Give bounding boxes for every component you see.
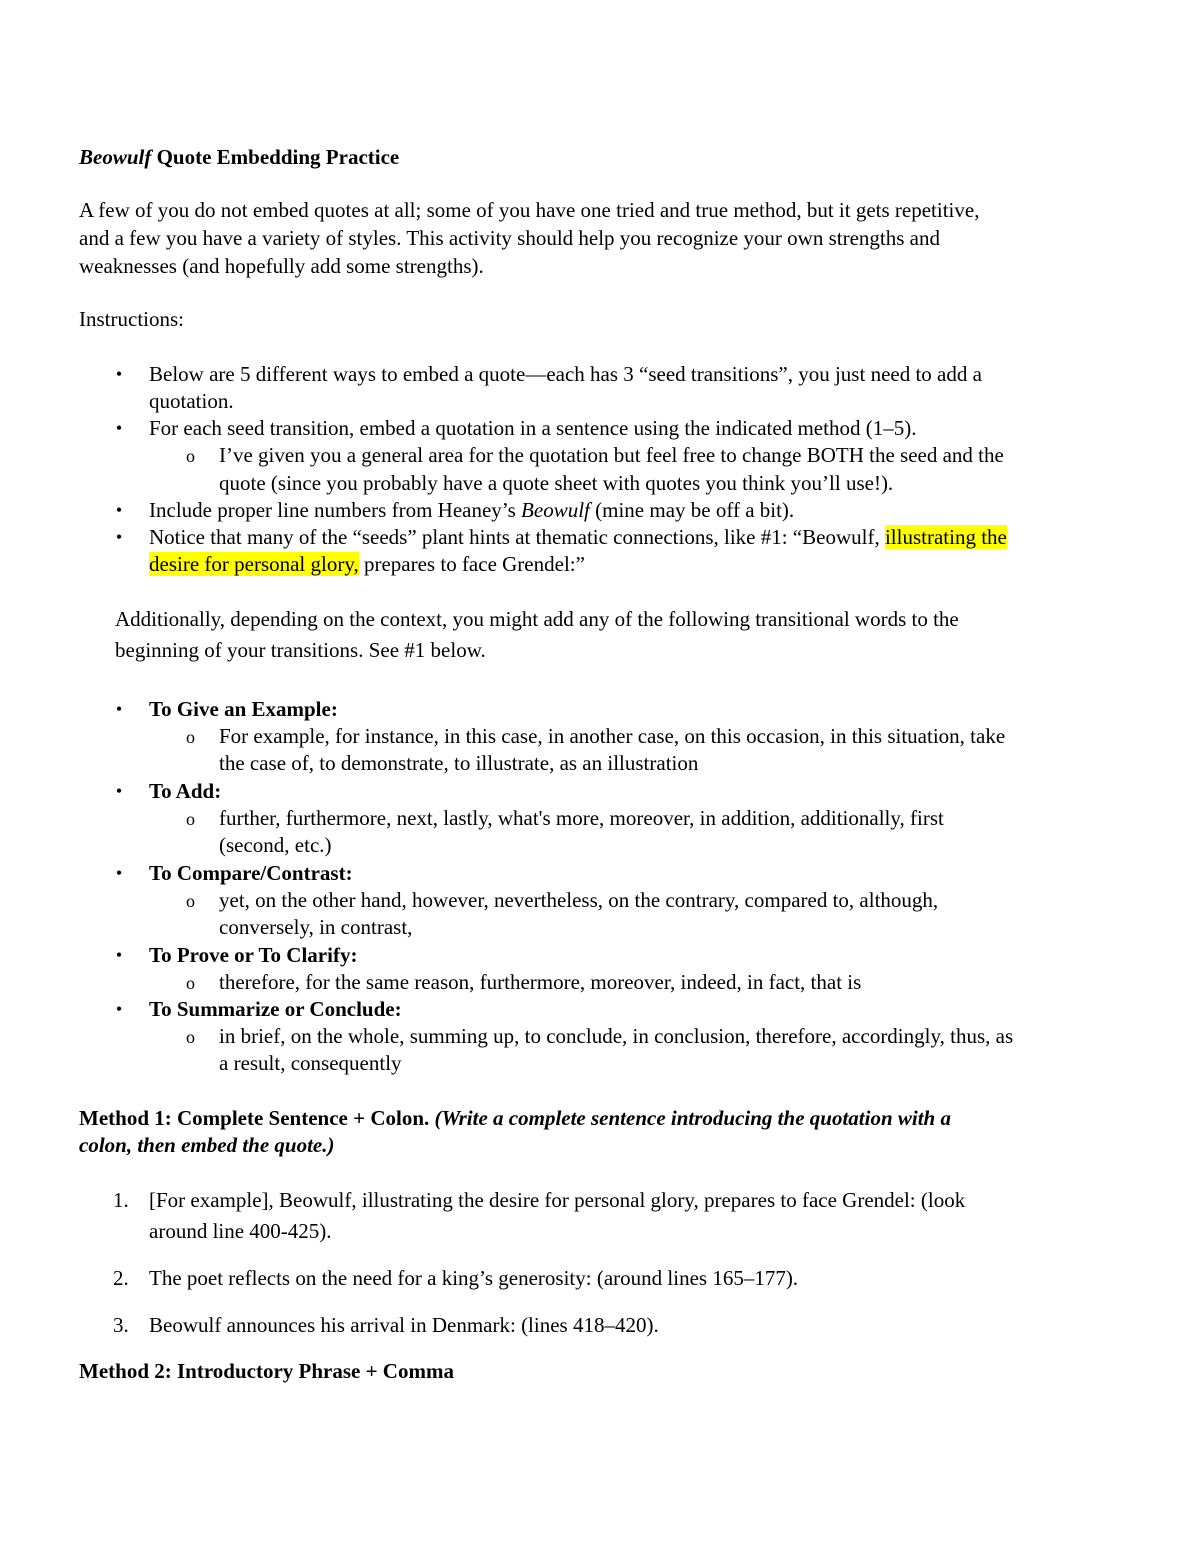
bullet-icon: •	[115, 527, 123, 547]
instruction-3	[149, 496, 794, 524]
transition-add-line-2: (second, etc.)	[219, 833, 332, 857]
method-2-heading: Method 2: Introductory Phrase + Comma	[79, 1359, 454, 1383]
instruction-4-line-2	[149, 550, 585, 578]
transition-prove-line-1: therefore, for the same reason, furthermore, moreover, indeed, in fact, that is	[219, 970, 862, 994]
instruction-3-post: (mine may be off a bit).	[589, 498, 795, 522]
title-italic: Beowulf	[79, 145, 152, 169]
bullet-icon: •	[115, 781, 123, 801]
page-title	[79, 143, 399, 171]
transition-example-label: To Give an Example:	[149, 697, 338, 721]
list-number: 1.	[113, 1188, 129, 1212]
transition-summarize-label: To Summarize or Conclude:	[149, 997, 402, 1021]
transition-summarize-line-1: in brief, on the whole, summing up, to conclude, in conclusion, therefore, accordingly, thus, as	[219, 1024, 1014, 1048]
sub-bullet-icon: o	[186, 446, 195, 466]
transition-add-label: To Add:	[149, 779, 222, 803]
transition-example-line-1: For example, for instance, in this case, in another case, on this occasion, in this situation, take	[219, 724, 1006, 748]
instruction-4-pre: Notice that many of the “seeds” plant hints at thematic connections, like #1: “Beowulf,	[149, 525, 885, 549]
instruction-1-line-1: Below are 5 different ways to embed a quote—each has 3 “seed transitions”, you just need to add a	[149, 362, 982, 386]
transition-summarize-line-2: a result, consequently	[219, 1051, 402, 1075]
list-number: 3.	[113, 1313, 129, 1337]
instruction-3-italic: Beowulf	[521, 498, 590, 522]
instruction-2-sub-line-2: quote (since you probably have a quote sheet with quotes you think you’ll use!).	[219, 471, 894, 495]
highlight-text-2: desire for personal glory,	[149, 552, 359, 576]
instruction-2-sub-line-1: I’ve given you a general area for the quotation but feel free to change BOTH the seed and the	[219, 443, 1004, 467]
transition-add-line-1: further, furthermore, next, lastly, what's more, moreover, in addition, additionally, first	[219, 806, 944, 830]
instructions-label: Instructions:	[79, 307, 184, 331]
transition-compare-label: To Compare/Contrast:	[149, 861, 353, 885]
instruction-4-post: prepares to face Grendel:”	[358, 552, 585, 576]
transition-compare-line-1: yet, on the other hand, however, nevertheless, on the contrary, compared to, although,	[219, 888, 939, 912]
transition-compare-line-2: conversely, in contrast,	[219, 915, 413, 939]
transition-prove-label: To Prove or To Clarify:	[149, 943, 358, 967]
instruction-3-pre: Include proper line numbers from Heaney’s	[149, 498, 522, 522]
title-rest: Quote Embedding Practice	[151, 145, 400, 169]
bullet-icon: •	[115, 418, 123, 438]
additionally-line-2: beginning of your transitions. See #1 below.	[115, 638, 486, 662]
sub-bullet-icon: o	[186, 809, 195, 829]
highlight-text-1: illustrating the	[884, 525, 1007, 549]
bullet-icon: •	[115, 699, 123, 719]
method-1-item-1-line-2: around line 400-425).	[149, 1219, 332, 1243]
method-1-heading: Method 1: Complete Sentence + Colon.	[79, 1106, 435, 1130]
method-1-item-2: The poet reflects on the need for a king’s generosity: (around lines 165–177).	[149, 1266, 799, 1290]
bullet-icon: •	[115, 863, 123, 883]
sub-bullet-icon: o	[186, 973, 195, 993]
sub-bullet-icon: o	[186, 727, 195, 747]
intro-line-2: and a few you have a variety of styles. This activity should help you recognize your own strengths and	[79, 226, 940, 250]
method-1-item-3: Beowulf announces his arrival in Denmark: (lines 418–420).	[149, 1313, 659, 1337]
instruction-1-line-2: quotation.	[149, 389, 234, 413]
intro-line-1: A few of you do not embed quotes at all; some of you have one tried and true method, but it gets repetitive,	[79, 198, 980, 222]
method-1-heading-line-1	[79, 1104, 951, 1132]
method-1-instruction-1: (Write a complete sentence introducing the quotation with a	[434, 1106, 951, 1130]
additionally-line-1: Additionally, depending on the context, you might add any of the following transitional words to the	[115, 607, 959, 631]
bullet-icon: •	[115, 945, 123, 965]
method-1-instruction-2: colon, then embed the quote.)	[79, 1133, 335, 1157]
sub-bullet-icon: o	[186, 1027, 195, 1047]
instruction-2: For each seed transition, embed a quotation in a sentence using the indicated method (1–5).	[149, 416, 917, 440]
list-number: 2.	[113, 1266, 129, 1290]
instruction-4-line-1	[149, 523, 1007, 551]
transition-example-line-2: the case of, to demonstrate, to illustrate, as an illustration	[219, 751, 699, 775]
sub-bullet-icon: o	[186, 891, 195, 911]
bullet-icon: •	[115, 500, 123, 520]
intro-line-3: weaknesses (and hopefully add some strengths).	[79, 254, 484, 278]
bullet-icon: •	[115, 364, 123, 384]
method-1-item-1-line-1: [For example], Beowulf, illustrating the desire for personal glory, prepares to face Grendel: (look	[149, 1188, 966, 1212]
bullet-icon: •	[115, 999, 123, 1019]
